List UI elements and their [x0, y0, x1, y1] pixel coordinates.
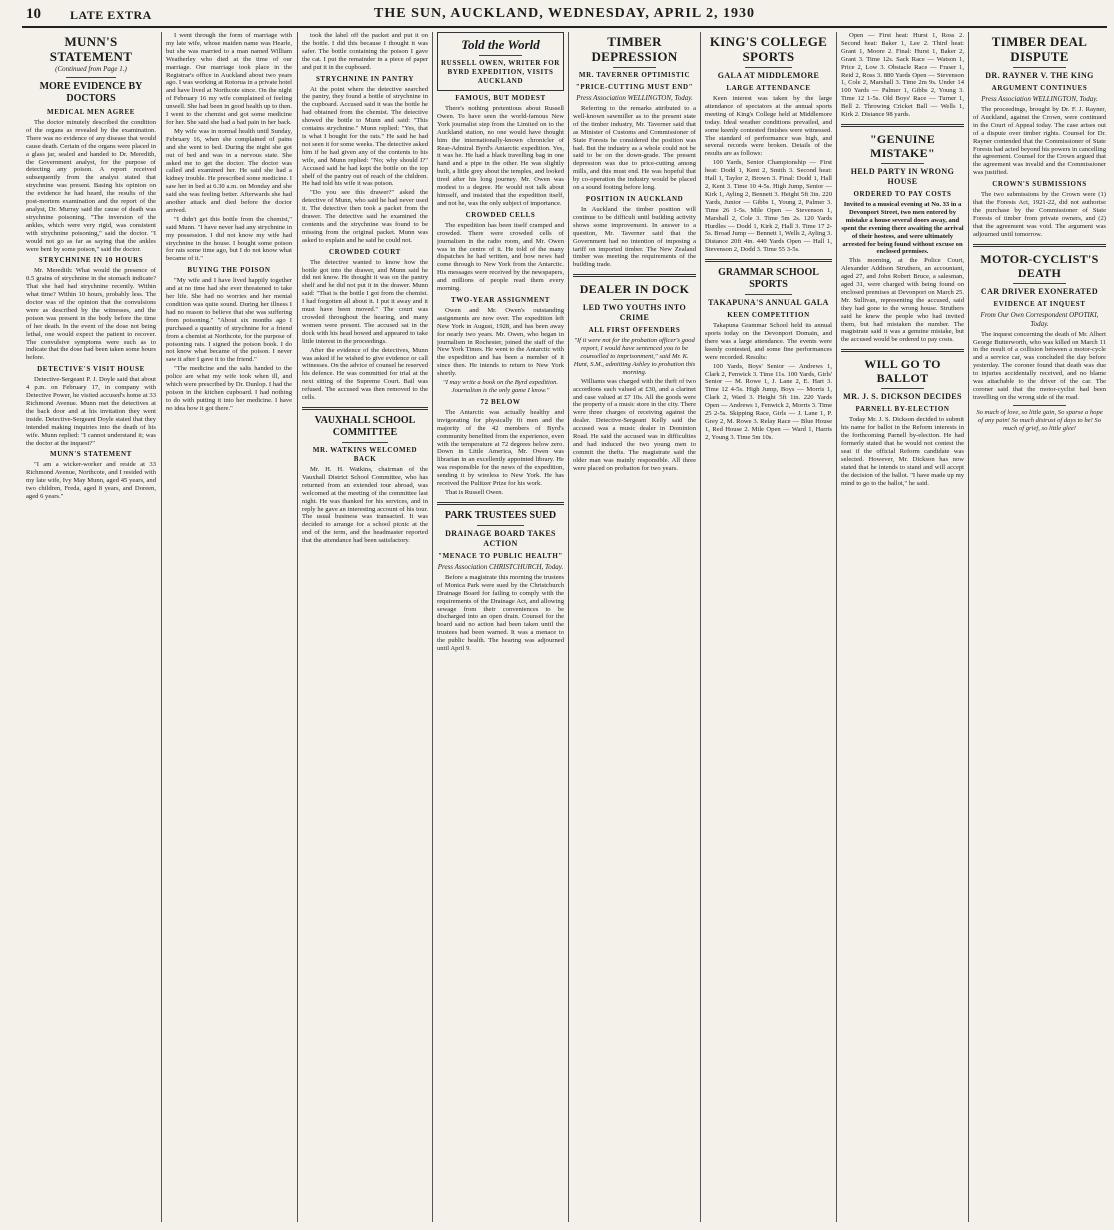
divider	[302, 407, 428, 410]
dateline: Press Association CHRISTCHURCH, Today.	[437, 562, 564, 571]
divider	[973, 244, 1106, 247]
column-rule	[836, 32, 837, 1222]
article-paragraph: The doctor minutely described the condition of the organs as revealed by the examination. There was no evidence of any disease that would cause death. Certain of the organs were placed in a glass jar, sealed and handed to Dr. Meredith, the Government analyst, for the purpose of detecting any poison. A report received subsequently from the analyst stated that strychnine was present. Basing his opinion on the evidence he had heard, the results of the post-mortem examination and the report of the analyst, Dr. Murray said the cause of death was strychnine poisoning. "The inversion of the ankles, which were very rigid, was consistent with strychnine poisoning," said the doctor. "I would not go as far as saying that the ankles were bent by some poison," said the doctor.	[26, 119, 156, 253]
divider	[437, 502, 564, 505]
subhead-argument-continues: ARGUMENT CONTINUES	[991, 84, 1088, 92]
headline-ballot: WILL GO TO BALLOT	[864, 357, 941, 386]
headline-vauxhall-school: VAUXHALL SCHOOL COMMITTEE	[314, 414, 416, 438]
column-5	[573, 32, 696, 1224]
told-the-world-box	[437, 32, 564, 91]
subhead-medical-men: MEDICAL MEN AGREE	[47, 108, 135, 116]
subhead-dickson: MR. J. S. DICKSON DECIDES	[843, 392, 962, 402]
article-paragraph: Takapuna Grammar School held its annual sports today on the Devonport Domain, and there was a large attendance. The events were keenly contested, and some fine performances were recorded. Results:	[705, 322, 832, 361]
headline-timber-depression: TIMBER DEPRESSION	[591, 34, 678, 64]
subhead-strychnine-pantry: STRYCHNINE IN PANTRY	[315, 74, 415, 83]
subhead-keen-competition: KEEN COMPETITION	[727, 311, 810, 320]
subhead-crowded-cells: CROWDED CELLS	[465, 210, 536, 219]
column-rule	[700, 32, 701, 1222]
headline-munns-statement: MUNN'S STATEMENT	[49, 34, 133, 64]
subhead-takapuna-gala: TAKAPUNA'S ANNUAL GALA	[708, 298, 829, 308]
article-paragraph: The detective wanted to know how the bottle got into the drawer, and Munn said he did not know. He thought it was on the pantry shelf and he did not put it in the drawer. Munn said: "That is the bottle I got from the chemist. I had forgotten all about it. I put it away and it must have been moved." The court was crowded throughout the hearing, and many women were present. The accused sat in the dock with his head bowed and appeared to take little interest in the proceedings.	[302, 258, 428, 345]
article-paragraph: After the evidence of the detectives, Munn was asked if he wished to give evidence or call witnesses. On the advice of counsel he reserved his defence. He was committed for trial at the next sitting of the Supreme Court. Bail was refused. The accused was then removed to the cells.	[302, 346, 428, 402]
article-paragraph: Mr. H. H. Watkins, chairman of the Vauxhall District School Committee, who has returned from an extended tour abroad, was welcomed at the meeting of the committee last night. He was thanked for his services, and in reply he gave an interesting account of his tour. The usual business was transacted. It was decided to arrange for a school picnic at the end of the term, and the headmaster reported that the attendance had been satisfactory.	[302, 465, 428, 545]
column-rule	[161, 32, 162, 1222]
column-1	[26, 32, 156, 1224]
article-paragraph: The proceedings, brought by Dr. F. J. Rayner, of Auckland, against the Crown, were continued in the Court of Appeal today. The case arises out of a dispute over timber rights. Counsel for Dr. Rayner contended that the Commissioner of State Forests had acted beyond his powers in cancelling the agreement. Counsel for the Crown argued that the agreement was invalid and the Commissioner was justified.	[973, 106, 1106, 177]
divider	[705, 259, 832, 262]
dateline: Press Association WELLINGTON, Today.	[576, 94, 693, 102]
subhead-car-driver: CAR DRIVER EXONERATED	[980, 286, 1099, 296]
article-paragraph: The two submissions by the Crown were (1) that the Forests Act, 1921-22, did not authorise the purchase by the Commissioner of State Forests of timber from private owners, and (2) that the agreement was void. The argument was adjourned until tomorrow.	[973, 191, 1106, 238]
headline-told-the-world: Told the World	[461, 37, 540, 52]
subhead-watkins-welcomed: MR. WATKINS WELCOMED BACK	[312, 445, 418, 463]
article-paragraph: Detective-Sergeant P. J. Doyle said that about 4 p.m. on February 17, in company with Detective Power, he visited accused's home at 33 Richmond Avenue. Munn met the detectives at the back door and at his invitation they went inside. Detective-Sergeant Doyle stated that they intended making inquiries into the death of his wife. Munn replied: "I cannot understand it; was the doctor at the inquest?"	[26, 376, 156, 447]
results-paragraph: 100 Yards, Senior Championship — First heat: Dodd 1, Kent 2, Smith 3. Second heat: Hall 1, Taylor 2, Brown 3. Final: Dodd 1, Hall 2, Kent 3. Time 10 4-5s. High Jump, Senior — Kirk 1, Ayling 2, Bennett 3. Height 5ft 3in. 220 Yards, Junior — Gibbs 1, Young 2, Palmer 3. Time 26 1-5s. Mile Open — Stevenson 1, Marshall 2, Cole 3. Time 5m 2s. 120 Yards Hurdles — Dodd 1, Kirk 2, Hall 3. Time 17 2-5s. Broad Jump — Bennett 1, Wells 2, Ayling 3. Distance 20ft 4in. 440 Yards Open — Hall 1, Stevenson 2, Dodd 3. Time 55 3-5s.	[705, 159, 832, 254]
headline-kings-college-sports: KING'S COLLEGE SPORTS	[709, 34, 828, 64]
subhead-price-cutting: "PRICE-CUTTING MUST END"	[575, 83, 694, 91]
subhead-famous-modest: FAMOUS, BUT MODEST	[455, 94, 546, 102]
subhead-drainage-board: DRAINAGE BOARD TAKES ACTION	[445, 528, 556, 548]
column-rule	[568, 32, 569, 1222]
divider	[881, 388, 924, 389]
divider	[477, 525, 524, 526]
headline-park-trustees: PARK TRUSTEES SUED	[444, 509, 557, 521]
divider	[841, 124, 964, 127]
article-paragraph: That is Russell Owen.	[445, 488, 504, 496]
article-paragraph: This morning, at the Police Court, Alexander Addison Struthers, an accountant, aged 27, and John Robert Bruce, a salesman, aged 31, were charged with being found on enclosed premises at Devonport on March 25. Mr. Sullivan, representing the accused, said they had gone to the wrong house. Struthers said he knew the people who had invited them, but had mistaken the number. The magistrate said it was a genuine mistake, but the accused would be ordered to pay costs.	[841, 257, 964, 344]
subhead-two-year: TWO-YEAR ASSIGNMENT	[450, 295, 551, 304]
results-paragraph: 100 Yards, Boys' Senior — Andrews 1, Clark 2, Fenwick 3. Time 11s. 100 Yards, Girls' Senior — M. Rowe 1, J. Lane 2, E. Hart 3. Time 12 4-5s. High Jump, Boys — Morris 1, Clark 2, Ward 3. Height 5ft 1in. 220 Yards Open — Andrews 1, Fenwick 2, Morris 3. Time 25 2-5s. Skipping Race, Girls — J. Lane 1, P. Grey 2, M. Rowe 3. Relay Race — Blue House 1, Red House 2. Mile Open — Ward 1, Harris 2, Young 3. Time 5m 10s.	[705, 362, 832, 441]
subhead-detectives-visit: DETECTIVE'S VISIT HOUSE	[37, 365, 145, 374]
pull-quote: "If it were not for the probation officer's good report, I would have sentenced you to be counselled to imprisonment," said Mr. K. Hunt, S.M., admitting Ashley to probation this morning.	[573, 337, 696, 376]
divider	[1013, 67, 1066, 68]
subhead-large-attendance: LARGE ATTENDANCE	[726, 84, 811, 92]
article-paragraph: There's nothing pretentious about Russell Owen. To have seen the world-famous New York journalist step from the Limited on to the Auckland station, no one would have thought him the internationally-known chronicler of Rear-Admiral Byrd's Antarctic expedition. Yes, it was he. He had a black travelling bag in one hand and a pipe in the other. He was slightly built, a little grey about the temples, and looked tired after his long journey. Mr. Owen was modest to a degree. He would not talk about himself, and insisted that the expedition itself, and not he, was the only subject of importance.	[437, 105, 564, 207]
subhead-crowns-submissions: CROWN'S SUBMISSIONS	[992, 180, 1087, 189]
divider	[1013, 283, 1066, 284]
subhead-buying-poison: BUYING THE POISON	[187, 266, 271, 275]
article-paragraph: I went through the form of marriage with my late wife, whose maiden name was Hearle, but she was married to a man named William Weatherley who died at the time of our marriage. Our marriage took place in the Registrar's office in Auckland about two years ago. I was working at Rotorua in a private hotel and have lived at Northcote since. On the night of February 16 my wife complained of feeling unwell. She had been in good health up to then. I went to the chemist and got some medicine for her. She said she had a bad pain in her back.	[166, 32, 292, 126]
subhead-taverner: MR. TAVERNER OPTIMISTIC	[578, 71, 691, 79]
article-paragraph: At the point where the detective searched the pantry, they found a bottle of strychnine in the cupboard. Accused said it was the bottle he had obtained from the chemist. The detective showed the bottle to Munn and said: "This contains strychnine." Munn replied: "Yes, that is what I bought for the rats." He said he had not seen it for some weeks. The detective asked him if he had given any of the contents to his wife, and Munn replied: "No; why should I?" Accused said he had kept the bottle on the top shelf of the pantry out of reach of the children. He had told his wife it was poison.	[302, 85, 428, 188]
divider	[479, 55, 522, 56]
dateline: From Our Own Correspondent OPOTIKI, Today.	[980, 310, 1099, 328]
article-paragraph: In Auckland the timber position will continue to be difficult until building activity shows some improvement. In answer to a question, Mr. Taverner said that the Government had no intention of imposing a tariff on imported timber. The New Zealand timber was meeting the requirements of the building trade.	[573, 205, 696, 269]
subhead-crowded-court: CROWDED COURT	[329, 247, 401, 256]
subhead-russell-owen: RUSSELL OWEN, WRITER FOR BYRD EXPEDITION, VISITS AUCKLAND	[441, 59, 560, 85]
article-lede: Invited to a musical evening at No. 33 in a Devonport Street, two men entered by mistake a house several doors away, and spent the evening there awaiting the arrival of their hostess, and were ultimately arrested for being found without excuse on enclosed premises.	[841, 200, 964, 256]
divider	[613, 67, 656, 68]
divider	[573, 274, 696, 277]
divider	[66, 77, 116, 78]
masthead	[22, 6, 1107, 28]
subhead-gala-middlemore: GALA AT MIDDLEMORE	[717, 71, 820, 80]
subhead-munns-statement: MUNN'S STATEMENT	[50, 450, 132, 459]
subhead-pay-costs: ORDERED TO PAY COSTS	[853, 189, 952, 198]
headline-dealer-in-dock: DEALER IN DOCK	[579, 282, 690, 297]
divider	[745, 294, 792, 295]
article-paragraph: The expedition has been itself cramped and crowded. There were crowded cells of journalism in the radio room, and Mr. Owen was in the centre of it. He told of the many dispatches he had written, and how news had come through to New York from the Antarctic. His messages were received by the newspapers, and millions of people read them every morning.	[437, 221, 564, 293]
pull-quote: "I may write a book on the Byrd expedition. Journalism is the only game I know."	[442, 379, 559, 394]
divider	[881, 163, 924, 164]
article-paragraph: Before a magistrate this morning the trustees of Monica Park were sued by the Christchurch Drainage Board for failing to comply with the requirements of the Drainage Act, and allowing sewage from their conveniences to be discharged into an open drain. Counsel for the board said no action had been taken until the trustees had been warned. It was a menace to the public health. The hearing was adjourned until April 9.	[437, 573, 564, 653]
subhead-wrong-house: HELD PARTY IN WRONG HOUSE	[850, 166, 955, 186]
article-paragraph: Williams was charged with the theft of two accordions each valued at £30, and a clarinet and case valued at £7 10s. All the goods were the property of a music store in the city. There were three charges of receiving against the dealer. Detective-Sergeant Kelly said the accused was a music dealer in Dominion Road. He said the accused was in difficulties and had induced the two young men to commit the thefts. The magistrate said the older man was mainly responsible. All three were placed on probation for two years.	[573, 377, 696, 472]
headline-more-evidence: MORE EVIDENCE BY DOCTORS	[39, 81, 143, 104]
column-rule	[968, 32, 969, 1222]
column-8	[973, 32, 1106, 1224]
continued-note: (Continued from Page 1.)	[55, 65, 127, 73]
subhead-position-auckland: POSITION IN AUCKLAND	[585, 194, 684, 203]
paper-dateline: THE SUN, AUCKLAND, WEDNESDAY, APRIL 2, 1930	[374, 6, 755, 21]
article-paragraph: The Antarctic was actually healthy and invigorating for physically fit men and the majority of the 42 members of Byrd's community benefited from the experience, even with the temperature at 72 degrees below zero. Down in Little America, Mr. Owen was librarian in an excellently appointed library. He was responsible for the news of the expedition, sending it by wireless to New York. He has received the Pulitzer Prize for his work.	[437, 408, 564, 488]
column-rule	[297, 32, 298, 1222]
subhead-first-offenders: ALL FIRST OFFENDERS	[588, 326, 681, 335]
article-paragraph: "My wife and I have lived happily together and at no time had she ever threatened to take her life. She had no worries and her mental condition was quite sound. During her illness I had no reason to believe that she was suffering from poisoning." "About six months ago I purchased a quantity of strychnine for a friend from a chemist at Northcote, for the purpose of poisoning rats. I signed the poison book. I do not know what became of the poison. I never saw it after I gave it to the friend."	[166, 277, 292, 364]
headline-motorcyclist: MOTOR-CYCLIST'S DEATH	[980, 251, 1099, 280]
article-paragraph: Owen and Mr. Owen's outstanding assignments are now over. The expedition left New York in August, 1928, and has been away for nearly two years. Mr. Owen, who began in journalism in Rochester, joined the staff of the New York Times. He went to the Antarctic with the expedition and has been a member of it since then. He intends to return to New York shortly.	[437, 306, 564, 378]
article-paragraph: Referring to the remarks attributed to a well-known sawmiller as to the present state of the timber industry, Mr. Taverner said that as Minister of Customs and Commissioner of State Forests he considered the position was bad. But the industry as a whole could not be said to be on the down-grade. The present depression was due to price-cutting among mills, and this must end. He was hopeful that by co-operation the industry would be placed on a sound footing before long.	[573, 105, 696, 192]
results-paragraph: Open — First heat: Hurst 1, Ross 2. Second heat: Baker 1, Lee 2. Third heat: Grant 1, Moore 2. Final: Hurst 1, Baker 2, Grant 3. Time 12s. Sack Race — Watson 1, Price 2, Low 3. Obstacle Race — Fraser 1, Reid 2, Ross 3. 880 Yards Open — Stevenson 1, Cole 2, Marshall 3. Time 2m 9s. Under 14 100 Yards — Palmer 1, Gibbs 2, Young 3. Time 12 1-5s. Old Boys' Race — Turner 1, Bell 2. Throwing Cricket Ball — Wells 1, Kirk 2. Distance 98 yards.	[841, 32, 964, 119]
article-paragraph: "I didn't get this bottle from the chemist," said Munn. "I have never had any strychnine in my possession. I did not know my wife had strychnine in the house. I bought some poison for rats some time ago, but I do not know what became of it."	[166, 215, 292, 263]
article-paragraph: Today Mr. J. S. Dickson decided to submit his name for ballot in the Reform interests in the forthcoming Parnell by-election. He had formerly stated that he would not contest the seat if the official Reform candidate was selected. However, Mr. Dickson has now stated that he intends to stand and will accept the decision of the ballot. "I have made up my mind to go to the ballot," he said.	[841, 416, 964, 487]
column-rule	[432, 32, 433, 1222]
subhead-parnell: PARNELL BY-ELECTION	[855, 405, 950, 414]
article-paragraph: Mr. Meredith: What would the presence of 0.5 grains of strychnine in the stomach indicate? That she had had strychnine recently. Within what time? Within 10 hours, probably less. The doctor was of the opinion that the convulsions were as described by the witnesses, and the poison was present in the body before the time of her death. In the event of the dose not being lethal, one would expect the patient to recover. The convulsive symptoms were such as to indicate that the dose had been taken some hours before.	[26, 267, 156, 362]
column-4	[437, 32, 564, 1224]
article-paragraph: Keen interest was taken by the large attendance of spectators at the annual sports meeting of King's College held at Middlemore today. Ideal weather conditions prevailed, and some keenly contested finishes were witnessed. The standard of performance was high, and several records were broken. Details of the results are as follows:	[705, 95, 832, 158]
dateline: Press Association WELLINGTON, Today.	[981, 95, 1098, 103]
article-paragraph: My wife was in normal health until Sunday, February 16, when she complained of pains and she went to bed. During the night she got out of bed and was in a nervous state. She asked me to get the doctor. The doctor was called and examined her. He said she had a kidney trouble. He prescribed some medicine. I saw her in bed at 6.30 a.m. on Monday and she said she was feeling better. Afterwards she had another attack and died before the doctor arrived.	[166, 127, 292, 214]
article-paragraph: took the label off the packet and put it on the bottle. I did this because I thought it was safer. The bottle containing the poison I gave the cat. I put the remainder in a piece of paper and put it in the cupboard.	[302, 32, 428, 71]
article-paragraph: "Do you see this drawer?" asked the detective of Munn, who said he had never used it. The detective then took a packet from the drawer. The detective said he examined the contents and the strychnine was found to be missing from the original packet. Munn was asked to explain and he said he could not.	[302, 189, 428, 244]
divider	[841, 349, 964, 352]
column-6	[705, 32, 832, 1224]
subhead-strychnine-hours: STRYCHNINE IN 10 HOURS	[38, 256, 144, 265]
headline-timber-dispute: TIMBER DEAL DISPUTE	[991, 34, 1088, 64]
column-2	[166, 32, 292, 1224]
divider	[745, 67, 792, 68]
verse: So much of love, so little gain, So sparse a hope of any pain! So much distrust of days to be! So much of grief, so little glee!	[976, 408, 1103, 432]
article-paragraph: The inquest concerning the death of Mr. Albert George Butterworth, who was killed on March 11 in the result of a collision between a motor-cycle and a service car, was concluded the day before yesterday. The coroner found that death was due to injuries accidentally received, and no blame was attachable to the driver of the car. The coroner said that the motor-cyclist had been travelling on the wrong side of the road.	[973, 330, 1106, 401]
headline-grammar-school: GRAMMAR SCHOOL SPORTS	[718, 267, 819, 291]
page-number: 10	[26, 6, 41, 22]
subhead-inquest: EVIDENCE AT INQUEST	[993, 299, 1086, 308]
divider	[342, 442, 388, 443]
article-paragraph: "I am a wicker-worker and reside at 33 Richmond Avenue, Northcote, and I resided with my late wife, Ivy May Munn, aged 45 years, and two children, Freda, aged 8 years, and Doreen, aged 6 years."	[26, 461, 156, 501]
divider	[613, 299, 656, 300]
subhead-led-two-youths: LED TWO YOUTHS INTO CRIME	[582, 303, 687, 323]
divider	[1013, 405, 1066, 406]
article-paragraph: "The medicine and the salts handed to the police are what my wife took when ill, and which were prescribed by Dr. Dunlop. I had the poison in the kitchen cupboard. I had nothing to do with putting it into her medicine. I have no idea how it got there."	[166, 365, 292, 412]
subhead-72-below: 72 BELOW	[480, 397, 521, 406]
edition-label: LATE EXTRA	[70, 8, 152, 22]
column-3	[302, 32, 428, 1224]
column-7	[841, 32, 964, 1224]
headline-genuine-mistake: "GENUINE MISTAKE"	[869, 131, 936, 160]
subhead-menace-health: "MENACE TO PUBLIC HEALTH"	[438, 551, 563, 560]
subhead-rayner: DR. RAYNER V. THE KING	[985, 71, 1094, 80]
